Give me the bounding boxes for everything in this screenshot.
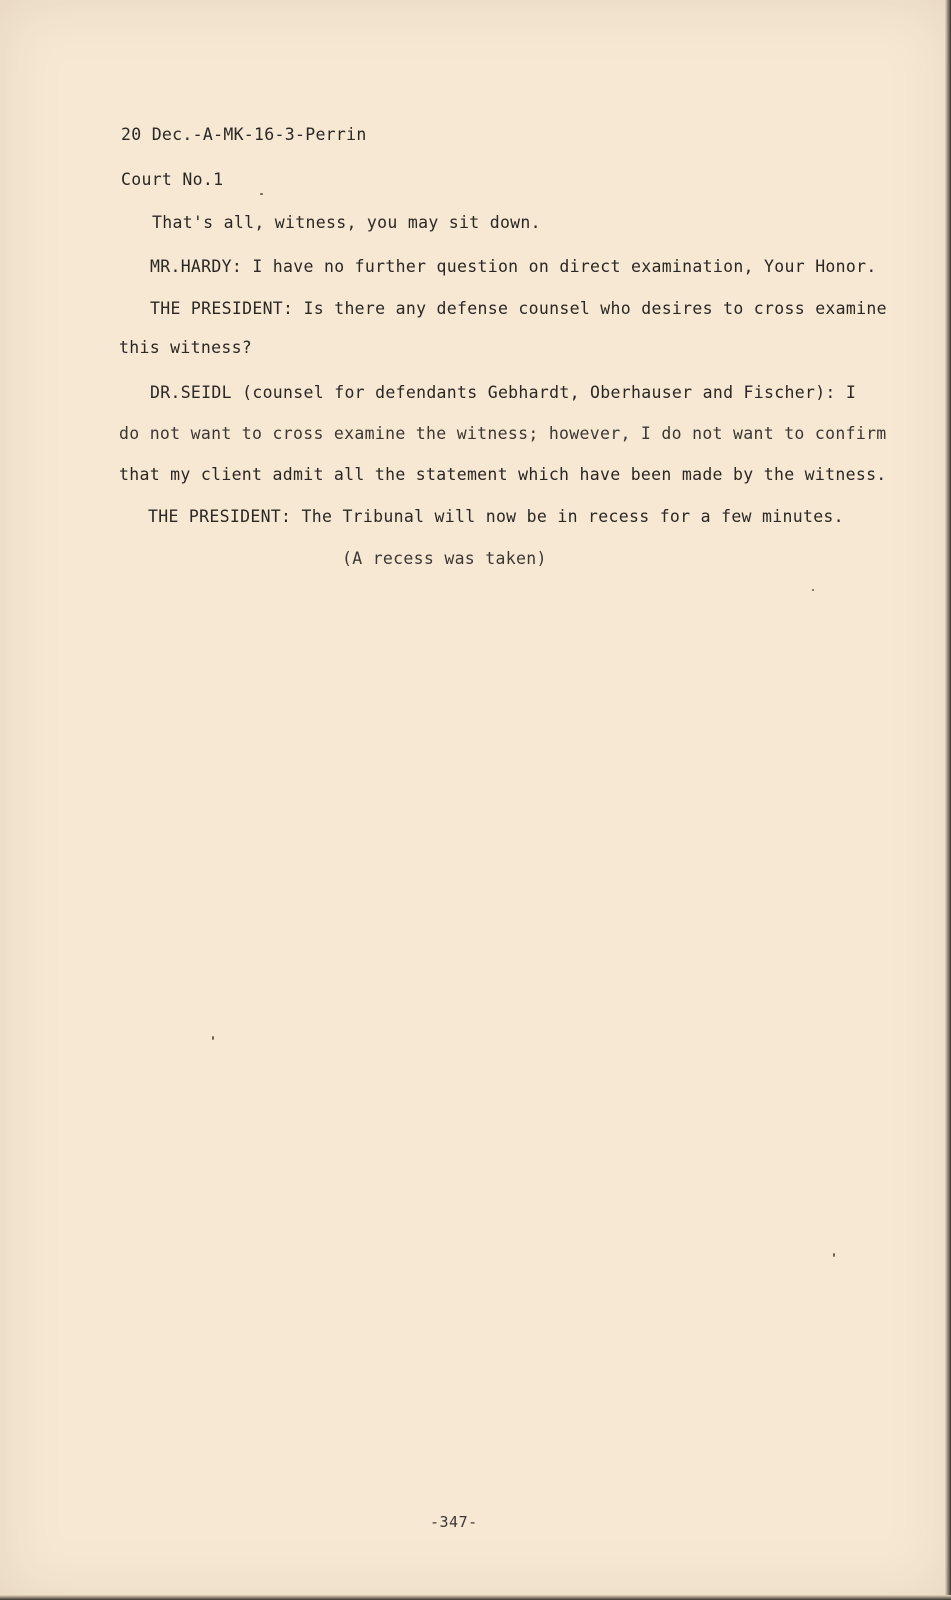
page-edge-shadow-bottom (0, 1595, 951, 1600)
paper-speck (812, 589, 814, 591)
court-label: Court No.1 (121, 170, 224, 189)
paper-speck (833, 1253, 835, 1257)
page-number: -347- (430, 1513, 478, 1531)
transcript-line: do not want to cross examine the witness; however, I do not want to confirm (119, 424, 887, 443)
transcript-line: THE PRESIDENT: The Tribunal will now be in recess for a few minutes. (148, 507, 844, 526)
document-header: 20 Dec.-A-MK-16-3-Perrin (121, 125, 367, 144)
transcript-line: That's all, witness, you may sit down. (152, 213, 541, 232)
paper-speck (260, 193, 263, 195)
transcript-line: THE PRESIDENT: Is there any defense counsel who desires to cross examine (150, 299, 887, 318)
page-edge-shadow (945, 0, 951, 1600)
transcript-line: this witness? (119, 338, 253, 357)
transcript-line: MR.HARDY: I have no further question on direct examination, Your Honor. (150, 257, 877, 276)
transcript-line: (A recess was taken) (342, 549, 547, 568)
transcript-line: DR.SEIDL (counsel for defendants Gebhardt, Oberhauser and Fischer): I (150, 383, 857, 402)
paper-speck (212, 1036, 214, 1040)
transcript-line: that my client admit all the statement which have been made by the witness. (119, 465, 887, 484)
